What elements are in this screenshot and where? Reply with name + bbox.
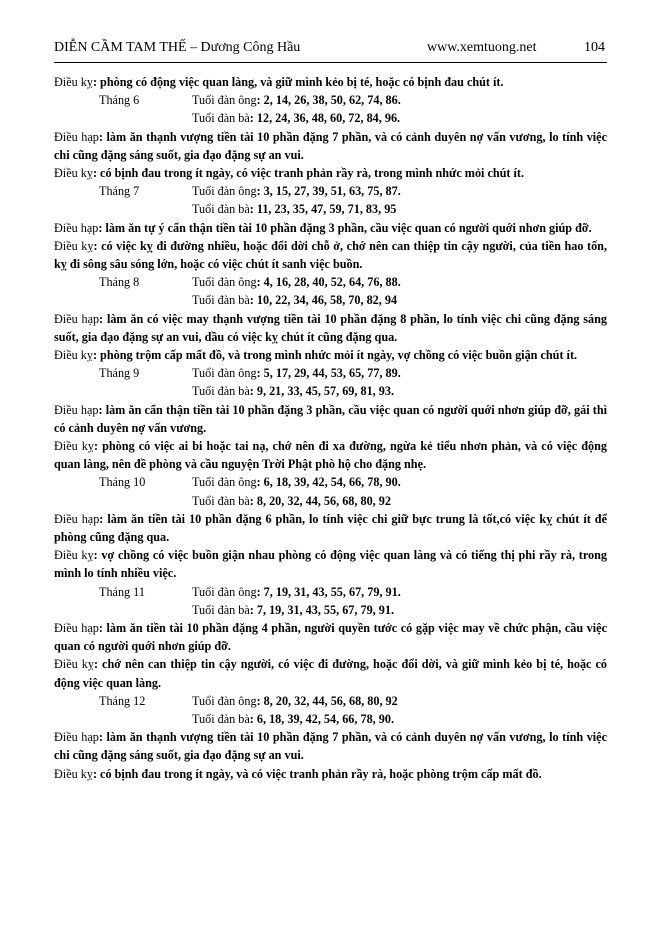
month-age-row: [54, 182, 607, 200]
age-group-label: Tuổi đàn ông: [192, 475, 257, 490]
month-age-row: [54, 692, 607, 710]
caution-paragraph: [54, 73, 607, 91]
paragraph-text: : có bịnh đau trong ít ngày, có việc tranh phản rầy rà, trong mình nhức mỏi chút ít.: [92, 165, 525, 180]
month-age-row: [54, 91, 607, 109]
page-content: [54, 73, 607, 783]
age-group-label: Tuổi đàn bà: [192, 293, 250, 308]
age-line: [192, 710, 394, 728]
paragraph-label: Điều hạp: [54, 730, 99, 745]
month-label: Tháng 6: [99, 93, 140, 108]
paragraph-label: Điều hạp: [54, 311, 100, 326]
age-line: [192, 291, 397, 309]
age-group-label: Tuổi đàn bà: [192, 711, 250, 726]
paragraph-label: Điều kỵ: [54, 548, 94, 563]
age-list: : 6, 18, 39, 42, 54, 66, 78, 90.: [249, 711, 395, 726]
age-group-label: Tuổi đàn bà: [192, 602, 250, 617]
good-fortune-paragraph: [54, 219, 607, 237]
page-number: 104: [584, 40, 605, 55]
paragraph-label: Điều hạp: [54, 402, 99, 417]
age-line: [192, 492, 391, 510]
age-list: : 2, 14, 26, 38, 50, 62, 74, 86.: [256, 93, 401, 108]
age-group-label: Tuổi đàn ông: [192, 184, 257, 199]
month-age-row: [54, 273, 607, 291]
paragraph-text: : làm ăn thạnh vượng tiền tài 10 phần đặng 7 phần, và có cảnh duyên nợ vấn vương, lo tính việc chi cũng đặng sáng suốt, gia đạo đặng sự an vui.: [54, 730, 608, 763]
age-list: : 4, 16, 28, 40, 52, 64, 76, 88.: [256, 275, 401, 290]
age-list: : 8, 20, 32, 44, 56, 68, 80, 92: [256, 693, 398, 708]
age-group-label: Tuổi đàn bà: [192, 493, 250, 508]
good-fortune-paragraph: [54, 128, 607, 164]
age-line: [192, 601, 394, 619]
paragraph-label: Điều hạp: [54, 511, 100, 526]
age-line: [192, 182, 401, 200]
paragraph-text: : vợ chồng có việc buồn giận nhau phòng có động việc quan làng và có tiếng thị phi rầy rà, trong mình lo tính nhiều việc.: [54, 548, 607, 581]
paragraph-label: Điều kỵ: [54, 165, 93, 180]
website-url: www.xemtuong.net: [427, 40, 537, 55]
month-age-row: [54, 601, 607, 619]
month-label: Tháng 11: [99, 584, 145, 599]
age-list: : 6, 18, 39, 42, 54, 66, 78, 90.: [256, 475, 401, 490]
paragraph-text: : có việc kỵ đi đường nhiều, hoặc đổi dời chỗ ở, chớ nên can thiệp tin cậy người, của tiền hao tốn, kỵ đi sông sâu sóng lớn, hoặc có việc chút ít sanh việc buồn.: [54, 238, 607, 271]
paragraph-text: : làm ăn có việc may thạnh vượng tiền tài 10 phần đặng 8 phần, lo tính việc chi cũng đặng sáng suốt, gia đạo đặng sự an vui, dầu có việc kỵ chút ít cũng đặng qua.: [54, 311, 607, 344]
caution-paragraph: [54, 546, 607, 582]
age-group-label: Tuổi đàn bà: [192, 384, 250, 399]
age-list: : 12, 24, 36, 48, 60, 72, 84, 96.: [249, 111, 401, 126]
month-age-row: [54, 710, 607, 728]
age-line: [192, 382, 394, 400]
age-line: [192, 273, 401, 291]
paragraph-label: Điều kỵ: [54, 657, 94, 672]
paragraph-text: : có bịnh đau trong ít ngày, và có việc tranh phản rầy rà, hoặc phòng trộm cấp mất đồ.: [92, 766, 542, 781]
paragraph-text: : làm ăn tiền tài 10 phần đặng 6 phần, lo tính việc chi giữ bực trung là tốt,có việc kỵ chút ít để phòng cũng đặng qua.: [54, 511, 607, 544]
month-age-row: [54, 109, 607, 127]
paragraph-label: Điều kỵ: [54, 75, 93, 89]
paragraph-text: : phòng trộm cấp mất đồ, và trong mình nhức mỏi ít ngày, vợ chồng có việc buồn giận chút ít.: [92, 347, 578, 362]
age-line: [192, 200, 396, 218]
month-age-row: [54, 492, 607, 510]
age-list: : 10, 22, 34, 46, 58, 70, 82, 94: [249, 293, 398, 308]
age-group-label: Tuổi đàn ông: [192, 584, 257, 599]
month-label: Tháng 12: [99, 693, 146, 708]
month-age-row: [54, 291, 607, 309]
month-label: Tháng 9: [99, 366, 140, 381]
age-line: [192, 583, 401, 601]
month-age-row: [54, 364, 607, 382]
good-fortune-paragraph: [54, 510, 607, 546]
paragraph-label: Điều hạp: [54, 220, 99, 235]
good-fortune-paragraph: [54, 619, 607, 655]
age-line: [192, 109, 400, 127]
paragraph-text: : làm ăn thạnh vượng tiền tài 10 phần đặng 7 phần, và có cảnh duyên nợ vấn vương, lo tính việc chi cũng đặng sáng suốt, gia đạo đặng sự an vui.: [54, 129, 608, 162]
age-group-label: Tuổi đàn bà: [192, 202, 250, 217]
age-line: [192, 91, 401, 109]
book-title: DIỄN CẦM TAM THẾ – Dương Công Hầu: [54, 40, 301, 55]
age-list: : 8, 20, 32, 44, 56, 68, 80, 92: [249, 493, 391, 508]
good-fortune-paragraph: [54, 728, 607, 764]
age-list: : 3, 15, 27, 39, 51, 63, 75, 87.: [256, 184, 401, 199]
caution-paragraph: [54, 765, 607, 783]
age-group-label: Tuổi đàn ông: [192, 693, 257, 708]
age-group-label: Tuổi đàn ông: [192, 275, 257, 290]
paragraph-label: Điều kỵ: [54, 238, 94, 253]
paragraph-text: : chớ nên can thiệp tin cậy người, có việc đi đường, hoặc đổi dời, và giữ mình kẻo bị té, hoặc có động việc quan làng.: [54, 657, 607, 690]
paragraph-text: : làm ăn cẩn thận tiền tài 10 phần đặng 3 phần, cầu việc quan có người quới nhơn giúp đỡ, gái thì có cảnh duyên nợ vấn vương.: [54, 402, 607, 435]
paragraph-text: : phòng có động việc quan làng, và giữ mình kẻo bị té, hoặc có bịnh đau chút ít.: [92, 75, 504, 89]
paragraph-label: Điều hạp: [54, 620, 99, 635]
paragraph-text: : phòng có việc ai bi hoặc tai nạ, chớ nên đi xa đường, ngừa kẻ tiểu nhơn phản, và có việc động quan làng, nên đề phòng và cầu nguyện Trời Phật phò hộ cho đặng nhẹ.: [54, 438, 607, 472]
good-fortune-paragraph: [54, 401, 607, 437]
month-age-row: [54, 382, 607, 400]
caution-paragraph: [54, 237, 607, 273]
caution-paragraph: [54, 437, 607, 473]
caution-paragraph: [54, 346, 607, 364]
month-label: Tháng 8: [99, 275, 140, 290]
age-line: [192, 473, 401, 491]
month-label: Tháng 10: [99, 475, 146, 490]
age-list: : 5, 17, 29, 44, 53, 65, 77, 89.: [256, 366, 401, 381]
month-age-row: [54, 583, 607, 601]
paragraph-label: Điều hạp: [54, 129, 99, 144]
paragraph-label: Điều kỵ: [54, 766, 93, 781]
month-label: Tháng 7: [99, 184, 140, 199]
age-line: [192, 692, 398, 710]
age-group-label: Tuổi đàn ông: [192, 366, 257, 381]
age-list: : 7, 19, 31, 43, 55, 67, 79, 91.: [256, 584, 401, 599]
paragraph-label: Điều kỵ: [54, 347, 93, 362]
page-header: [54, 40, 607, 63]
age-group-label: Tuổi đàn ông: [192, 93, 257, 108]
month-age-row: [54, 473, 607, 491]
good-fortune-paragraph: [54, 310, 607, 346]
caution-paragraph: [54, 164, 607, 182]
caution-paragraph: [54, 655, 607, 691]
month-age-row: [54, 200, 607, 218]
paragraph-label: Điều kỵ: [54, 438, 94, 453]
age-group-label: Tuổi đàn bà: [192, 111, 250, 126]
age-list: : 11, 23, 35, 47, 59, 71, 83, 95: [249, 202, 397, 217]
age-list: : 9, 21, 33, 45, 57, 69, 81, 93.: [249, 384, 395, 399]
age-list: : 7, 19, 31, 43, 55, 67, 79, 91.: [249, 602, 395, 617]
age-line: [192, 364, 401, 382]
paragraph-text: : làm ăn tiền tài 10 phần đặng 4 phần, người quyền tước có gặp việc may về chức phận, cầu việc quan có người quới nhơn giúp đỡ.: [54, 620, 607, 654]
paragraph-text: : làm ăn tự ý cẩn thận tiền tài 10 phần đặng 3 phần, cầu việc quan có người quới nhơn giúp đỡ.: [98, 220, 592, 235]
